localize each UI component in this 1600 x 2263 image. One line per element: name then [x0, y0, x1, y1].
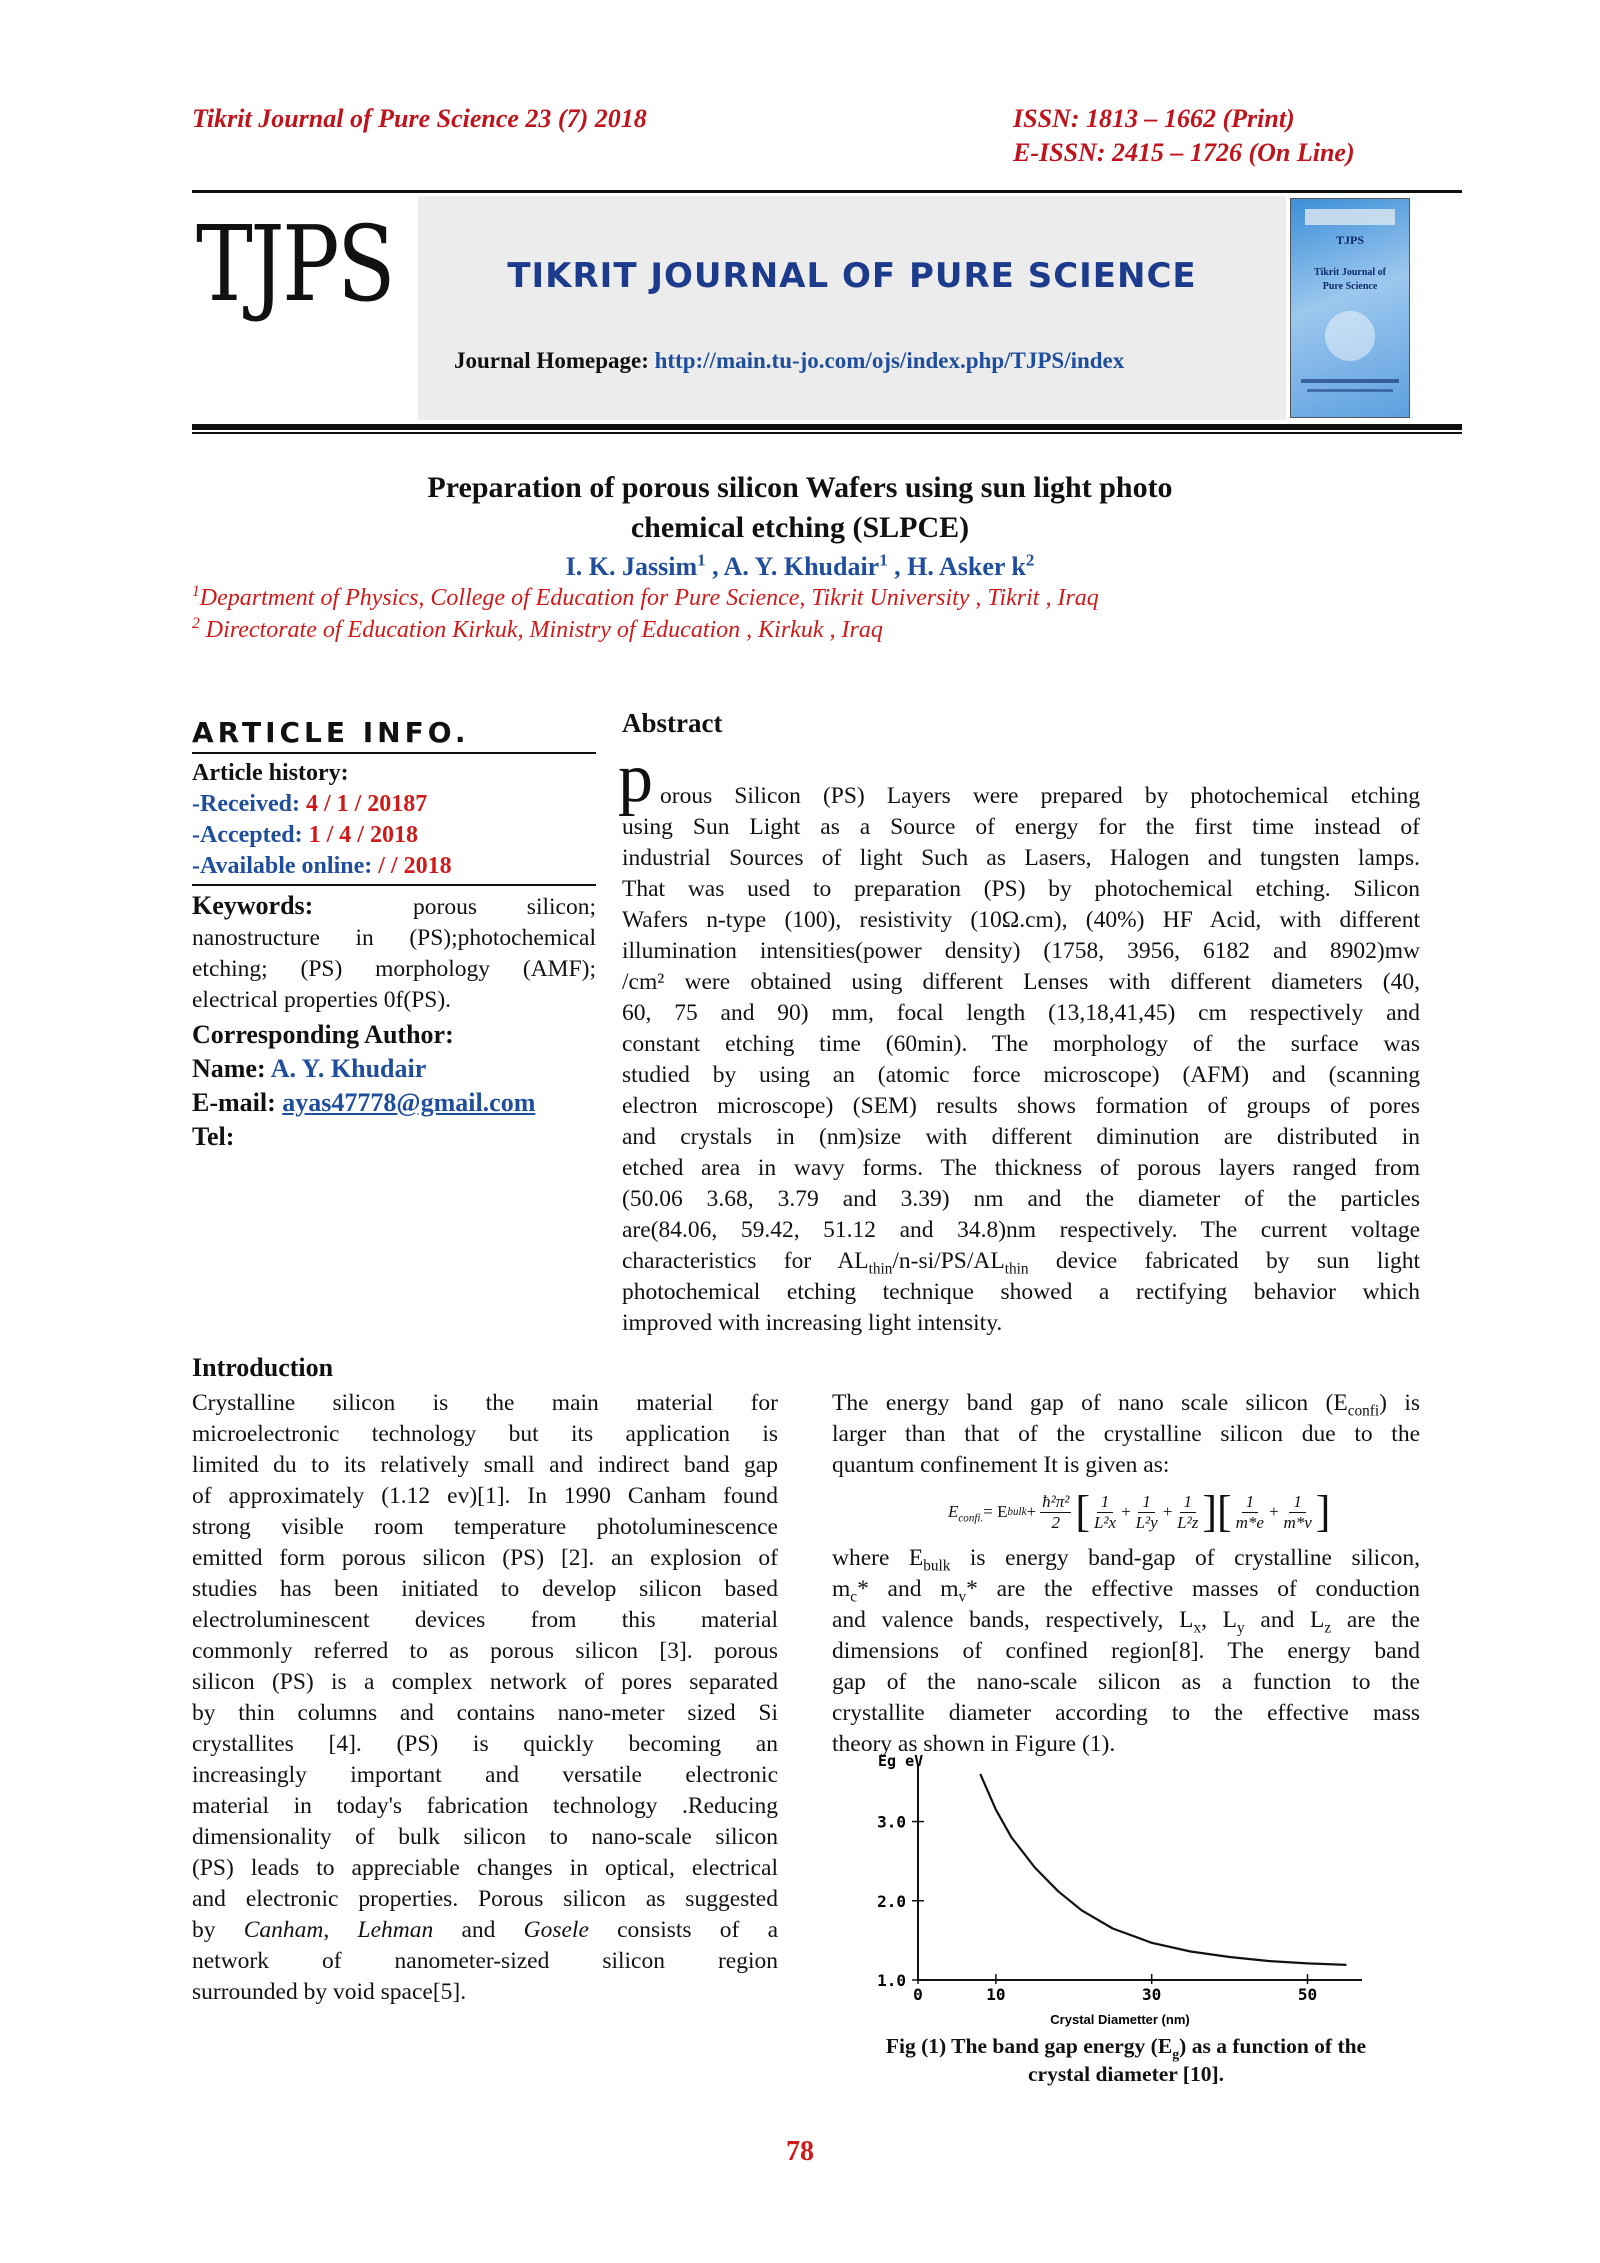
- title-line-1: Preparation of porous silicon Wafers using sun light photo: [427, 471, 1173, 504]
- homepage-link[interactable]: http://main.tu-jo.com/ojs/index.php/TJPS/index: [654, 348, 1125, 373]
- available-line: -Available online: / / 2018: [192, 853, 452, 879]
- right-col-para-2: where $E_{bulk}$ is energy band-gap of crystalline silicon, $m_c*$ and $m_v*$ are the effective masses of conduction and valence bands, respectively, $L_x$, $L_y$ and $L_z$ are the dimensions of confined region[8]. The energy band gap of the nano-scale silicon as a function to the crystallite diameter according to the effective mass theory as shown in Figure (1).: [832, 1545, 1420, 1757]
- abstract-dropcap: p: [618, 740, 653, 817]
- tel-line: Tel:: [192, 1122, 235, 1151]
- eissn: E-ISSN: 2415 – 1726 (On Line): [1013, 138, 1355, 167]
- banner-bottom-rule: [192, 424, 1462, 430]
- series-line: [980, 1774, 1346, 1965]
- banner-top-rule: [192, 190, 1462, 193]
- abstract-body: orous Silicon (PS) Layers were prepared by photochemical etching using Sun Light as a Source of energy for the first time instead of industrial Sources of light Such as Lasers, Halogen and tungsten lamps. That was used to preparation (PS) by photochemical etching. Silicon Wafers n-type (100), resistivity (10Ω.cm), (40%) HF Acid, with different illumination intensities(power density) (1758, 3956, 6182 and 8902)mw /cm² were obtained using different Lenses with different diameters (40, 60, 75 and 90) mm, focal length (13,18,41,45) cm respectively and constant etching time (60min). The morphology of the surface was studied by using an (atomic force microscope) (AFM) and (scanning electron microscope) (SEM) results shows formation of groups of pores and crystals in (nm)size with different diminution are distributed in etched area in wavy forms. The thickness of porous layers ranged from (50.06 3.68, 3.79 and 3.39) nm and the diameter of the particles are(84.06, 59.42, 51.12 and 34.8)nm respectively. The current voltage characteristics for $AL_{thin}/n-si/PS/AL_{thin}$ device fabricated by sun light photochemical etching technique showed a rectifying behavior which improved with increasing light intensity.: [622, 783, 1421, 1336]
- email-line: E-mail: ayas47778@gmail.com: [192, 1088, 536, 1117]
- received-line: -Received: 4 / 1 / 20187: [192, 791, 428, 817]
- journal-name: TIKRIT JOURNAL OF PURE SCIENCE: [507, 256, 1197, 296]
- journal-citation: Tikrit Journal of Pure Science 23 (7) 2018: [192, 104, 647, 133]
- figure-1-chart: [862, 1752, 1382, 2032]
- y-tick-label: 3.0: [877, 1812, 906, 1832]
- y-axis-label: Eg eV: [878, 1752, 924, 1770]
- title-line-2: chemical etching (SLPCE): [630, 511, 970, 544]
- page-number: 78: [786, 2136, 814, 2167]
- cover-title-2: Pure Science: [1322, 281, 1378, 292]
- accepted-line: -Accepted: 1 / 4 / 2018: [192, 822, 418, 848]
- banner-bottom-rule-thin: [192, 432, 1462, 434]
- history-label: Article history:: [192, 760, 349, 786]
- journal-cover-image: [1290, 198, 1410, 418]
- homepage-label: Journal Homepage:: [454, 348, 649, 373]
- email-link[interactable]: ayas47778@gmail.com: [282, 1088, 536, 1117]
- cover-tjps: TJPS: [1335, 233, 1364, 247]
- banner-panel: [418, 196, 1286, 420]
- authors: I. K. Jassim$^1$ , A. Y. Khudair$^1$ , H. Asker $k^2$: [565, 550, 1035, 581]
- article-history: [192, 758, 596, 882]
- cover-title-1: Tikrit Journal of: [1313, 267, 1387, 278]
- tjps-logo: TJPS: [196, 203, 394, 325]
- article-info-heading: ARTICLE INFO.: [192, 716, 470, 749]
- x-tick-label: 30: [1142, 1985, 1162, 2004]
- paper-title: [0, 468, 1600, 548]
- corresponding-label: Corresponding Author:: [192, 1020, 454, 1049]
- affiliation-2: $^2$ Directorate of Education Kirkuk, Ministry of Education , Kirkuk , Iraq: [192, 615, 883, 643]
- article-info-rule-top: [192, 752, 596, 754]
- y-tick-label: 1.0: [877, 1971, 906, 1990]
- affiliation-1: $^1$Department of Physics, College of Education for Pure Science, Tikrit University , Tikrit , Iraq: [192, 583, 1099, 611]
- issn-print: ISSN: 1813 – 1662 (Print): [1013, 104, 1295, 133]
- name-line: Name: A. Y. Khudair: [192, 1054, 427, 1083]
- abstract-heading: Abstract: [622, 708, 723, 738]
- affiliations: [192, 582, 1099, 646]
- equation-confinement: $E_{confi.}$ = E bulk + $\frac{\text{ħ²π²}}{2}$ [ 1 L²x + 1 L²y + 1 L²z ][ 1 m*e + 1 m*v ]: [948, 1487, 1331, 1536]
- introduction-heading: Introduction: [192, 1353, 334, 1382]
- y-tick-label: 2.0: [877, 1891, 906, 1911]
- corresponding-block: [192, 1018, 596, 1154]
- keywords-block: Keywords: porous silicon; nanostructure in (PS);photochemical etching; (PS) morphology (AMF); electrical properties 0f(PS).: [192, 891, 596, 1013]
- homepage-line: [454, 348, 1124, 374]
- x-tick-label: 0: [913, 1985, 923, 2004]
- introduction-body: Crystalline silicon is the main material for microelectronic technology but its application is limited du to its relatively small and indirect band gap of approximately (1.12 ev)[1]. In 1990 Canham found strong visible room temperature photoluminescence emitted form porous silicon (PS) [2]. an explosion of studies has been initiated to develop silicon based electroluminescent devices from this material commonly referred to as porous silicon [3]. porous silicon (PS) is a complex network of pores separated by thin columns and contains nano-meter sized Si crystallites [4]. (PS) is quickly becoming an increasingly important and versatile electronic material in today's fabrication technology .Reducing dimensionality of bulk silicon to nano-scale silicon (PS) leads to appreciable changes in optical, electrical and electronic properties. Porous silicon as suggested by Canham, Lehman and Gosele consists of a network of nanometer-sized silicon region surrounded by void space[5].: [192, 1390, 779, 2005]
- x-axis-label: Crystal Diametter (nm): [1050, 2012, 1190, 2027]
- x-tick-label: 10: [986, 1985, 1006, 2004]
- figure-1-caption: Fig (1) The band gap energy $(E_g)$ as a function of the crystal diameter [10].: [885, 2034, 1367, 2086]
- x-tick-label: 50: [1297, 1985, 1318, 2004]
- right-col-para-1: The energy band gap of nano scale silicon $(E_{confi})$ is larger than that of the crystalline silicon due to the quantum confinement It is given as:: [832, 1390, 1421, 1478]
- article-info-rule-bottom: [192, 884, 596, 886]
- cover-emblem: [1325, 311, 1375, 361]
